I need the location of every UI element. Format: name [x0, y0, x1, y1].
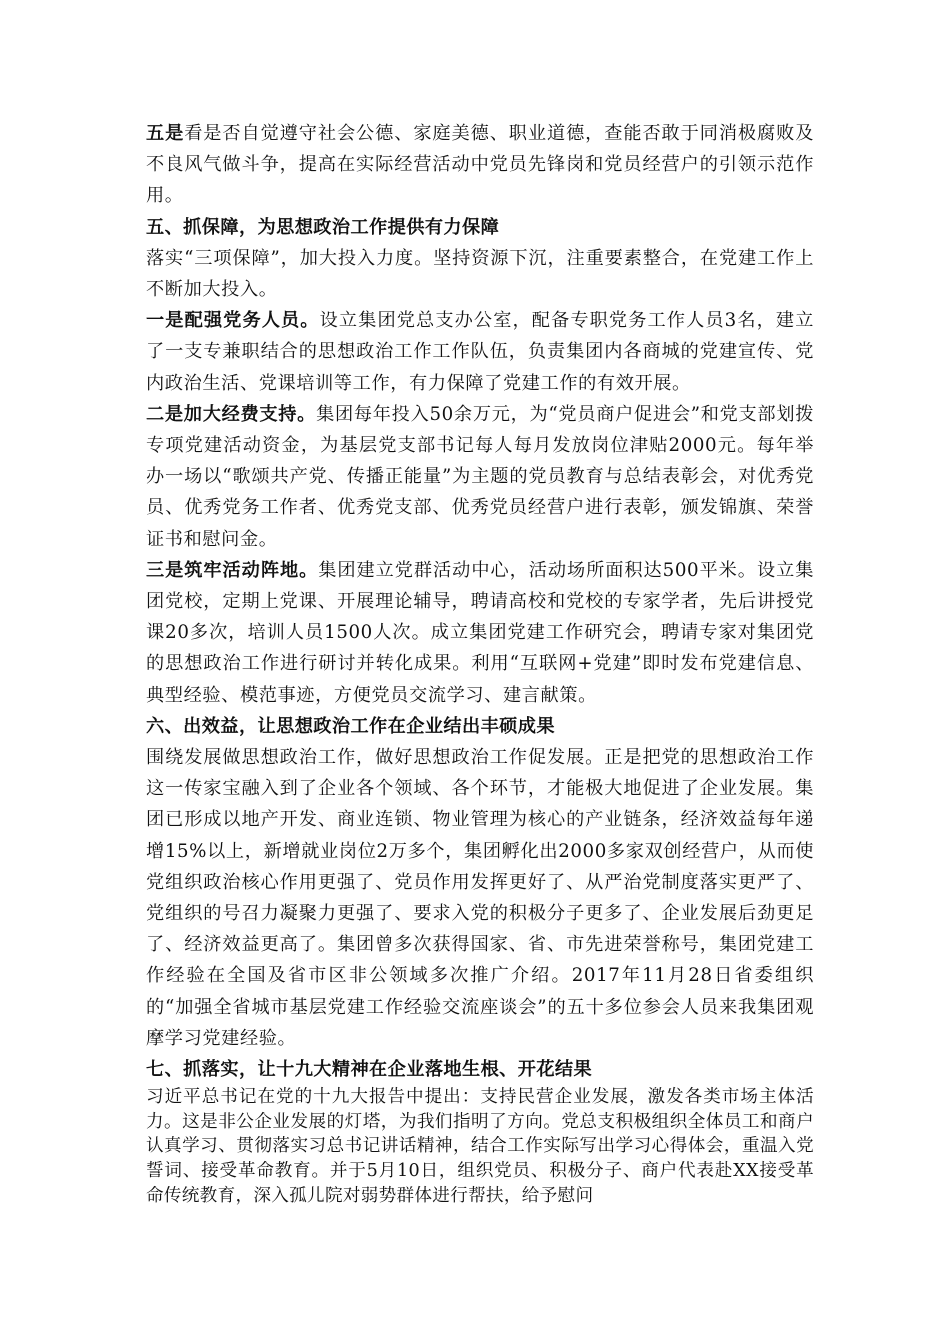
- paragraph-fifth-point: [146, 118, 814, 212]
- section-heading-five: 五、抓保障，为思想政治工作提供有力保障: [146, 216, 500, 238]
- paragraph-lead: 三是筑牢活动阵地。: [146, 559, 319, 581]
- section-heading-seven: 七、抓落实，让十九大精神在企业落地生根、开花结果: [146, 1059, 593, 1081]
- paragraph-text: 设立集团党总支办公室，配备专职党务工作人员3名，建立了一支专兼职结合的思想政治工作工作队伍，负责集团内各商城的党建宣传、党内政治生活、党课培训等工作，有力保障了党建工作的有效开展。: [146, 310, 814, 394]
- paragraph-benefits: 围绕发展做思想政治工作，做好思想政治工作促发展。正是把党的思想政治工作这一传家宝融入到了企业各个领域、各个环节，才能极大地促进了企业发展。集团已形成以地产开发、商业连锁、物业管理为核心的产业链条，经济效益每年递增15%以上，新增就业岗位2万多个，集团孵化出2000多家双创经营户，从而使党组织政治核心作用更强了、党员作用发挥更好了、从严治党制度落实更严了、党组织的号召力凝聚力更强了、要求入党的积极分子更多了、企业发展后劲更足了、经济效益更高了。集团曾多次获得国家、省、市先进荣誉称号，集团党建工作经验在全国及省市区非公领域多次推广介绍。2017年11月28日省委组织的“加强全省城市基层党建工作经验交流座谈会”的五十多位参会人员来我集团观摩学习党建经验。: [146, 747, 814, 1049]
- paragraph-text: 集团每年投入50余万元，为“党员商户促进会”和党支部划拨专项党建活动资金，为基层党支部书记每人每月发放岗位津贴2000元。每年举办一场以“歌颂共产党、传播正能量”为主题的党员教育与总结表彰会，对优秀党员、优秀党务工作者、优秀党支部、优秀党员经营户进行表彰，颁发锦旗、荣誉证书和慰问金。: [146, 403, 815, 550]
- paragraph-three-guarantees: 落实“三项保障”，加大投入力度。坚持资源下沉，注重要素整合，在党建工作上不断加大投入。: [146, 247, 814, 301]
- paragraph-lead: 五是: [146, 123, 185, 144]
- paragraph-lead: 二是加大经费支持。: [146, 403, 317, 425]
- paragraph-implementation: 习近平总书记在党的十九大报告中提出：支持民营企业发展，激发各类市场主体活力。这是非公企业发展的灯塔，为我们指明了方向。党总支积极组织全体员工和商户认真学习、贯彻落实习总书记讲话精神，结合工作实际写出学习心得体会，重温入党誓词、接受革命教育。并于5月10日，组织党员、积极分子、商户代表赴XX接受革命传统教育，深入孤儿院对弱势群体进行帮扶，给予慰问: [146, 1087, 814, 1206]
- paragraph-point-two: [146, 399, 814, 555]
- paragraph-lead: 一是配强党务人员。: [146, 310, 320, 332]
- section-heading-six: 六、出效益，让思想政治工作在企业结出丰硕成果: [146, 715, 555, 737]
- paragraph-point-three: [146, 555, 814, 711]
- paragraph-point-one: [146, 305, 814, 399]
- paragraph-text: 看是否自觉遵守社会公德、家庭美德、职业道德，查能否敢于同消极腐败及不良风气做斗争，提高在实际经营活动中党员先锋岗和党员经营户的引领示范作用。: [146, 123, 815, 207]
- paragraph-text: 集团建立党群活动中心，活动场所面积达500平米。设立集团党校，定期上党课、开展理论辅导，聘请高校和党校的专家学者，先后讲授党课20多次，培训人员1500人次。成立集团党建工作研究会，聘请专家对集团党的思想政治工作进行研讨并转化成果。利用“互联网+党建”即时发布党建信息、典型经验、模范事迹，方便党员交流学习、建言献策。: [146, 559, 815, 706]
